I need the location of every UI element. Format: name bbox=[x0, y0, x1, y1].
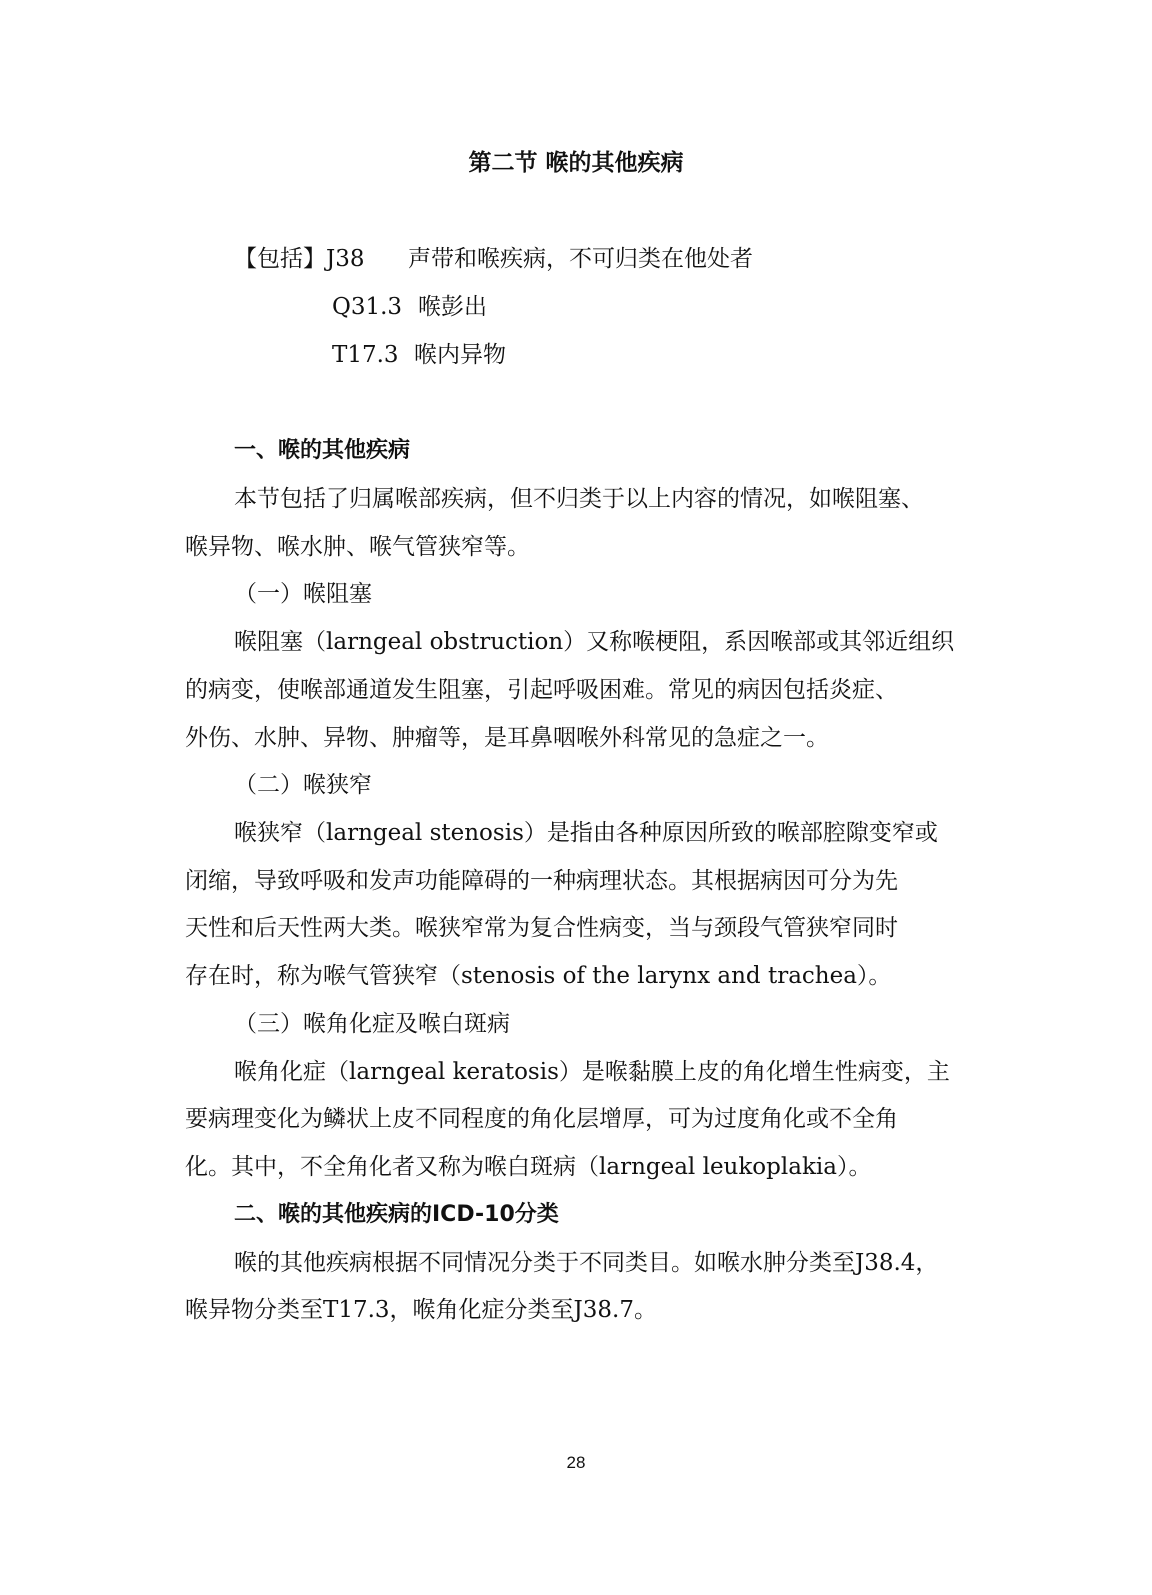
paragraph-line: 喉角化症（larngeal keratosis）是喉黏膜上皮的角化增生性病变，主 bbox=[234, 1059, 950, 1085]
paragraph-line: 化。其中，不全角化者又称为喉白斑病（larngeal leukoplakia）。 bbox=[185, 1154, 872, 1180]
includes-code: Q31.3 bbox=[332, 294, 403, 320]
section-title: 第二节 喉的其他疾病 bbox=[468, 150, 684, 176]
includes-label: 【包括】 bbox=[234, 246, 326, 272]
paragraph-line: 喉异物、喉水肿、喉气管狭窄等。 bbox=[185, 534, 530, 560]
paragraph-line: 要病理变化为鳞状上皮不同程度的角化层增厚，可为过度角化或不全角 bbox=[185, 1106, 898, 1132]
subsection-heading: （三）喉角化症及喉白斑病 bbox=[234, 1011, 510, 1037]
includes-code: J38 bbox=[326, 246, 365, 272]
paragraph-line: 喉的其他疾病根据不同情况分类于不同类目。如喉水肿分类至J38.4， bbox=[234, 1250, 939, 1276]
section1-heading: 一、喉的其他疾病 bbox=[234, 438, 411, 463]
includes-row-3 bbox=[332, 338, 506, 372]
paragraph-line: 的病变，使喉部通道发生阻塞，引起呼吸困难。常见的病因包括炎症、 bbox=[185, 677, 898, 703]
paragraph-line: 存在时，称为喉气管狭窄（stenosis of the larynx and trachea）。 bbox=[185, 963, 892, 989]
section2-heading: 二、喉的其他疾病的ICD-10分类 bbox=[234, 1202, 559, 1227]
paragraph-line: 本节包括了归属喉部疾病，但不归类于以上内容的情况，如喉阻塞、 bbox=[234, 486, 924, 512]
subsection-heading: （二）喉狭窄 bbox=[234, 772, 372, 798]
paragraph-line: 喉阻塞（larngeal obstruction）又称喉梗阻，系因喉部或其邻近组织 bbox=[234, 629, 955, 655]
includes-desc: 喉内异物 bbox=[414, 342, 506, 368]
includes-code: T17.3 bbox=[332, 342, 399, 368]
includes-desc: 声带和喉疾病，不可归类在他处者 bbox=[408, 246, 753, 272]
paragraph-line: 外伤、水肿、异物、肿瘤等，是耳鼻咽喉外科常见的急症之一。 bbox=[185, 725, 829, 751]
includes-desc: 喉彭出 bbox=[418, 294, 487, 320]
paragraph-line: 喉异物分类至T17.3，喉角化症分类至J38.7。 bbox=[185, 1297, 657, 1323]
page-number: 28 bbox=[566, 1453, 586, 1472]
includes-row-1 bbox=[234, 242, 753, 276]
includes-row-2 bbox=[332, 290, 487, 324]
paragraph-line: 闭缩，导致呼吸和发声功能障碍的一种病理状态。其根据病因可分为先 bbox=[185, 868, 898, 894]
paragraph-line: 喉狭窄（larngeal stenosis）是指由各种原因所致的喉部腔隙变窄或 bbox=[234, 820, 938, 846]
paragraph-line: 天性和后天性两大类。喉狭窄常为复合性病变，当与颈段气管狭窄同时 bbox=[185, 915, 898, 941]
subsection-heading: （一）喉阻塞 bbox=[234, 581, 372, 607]
